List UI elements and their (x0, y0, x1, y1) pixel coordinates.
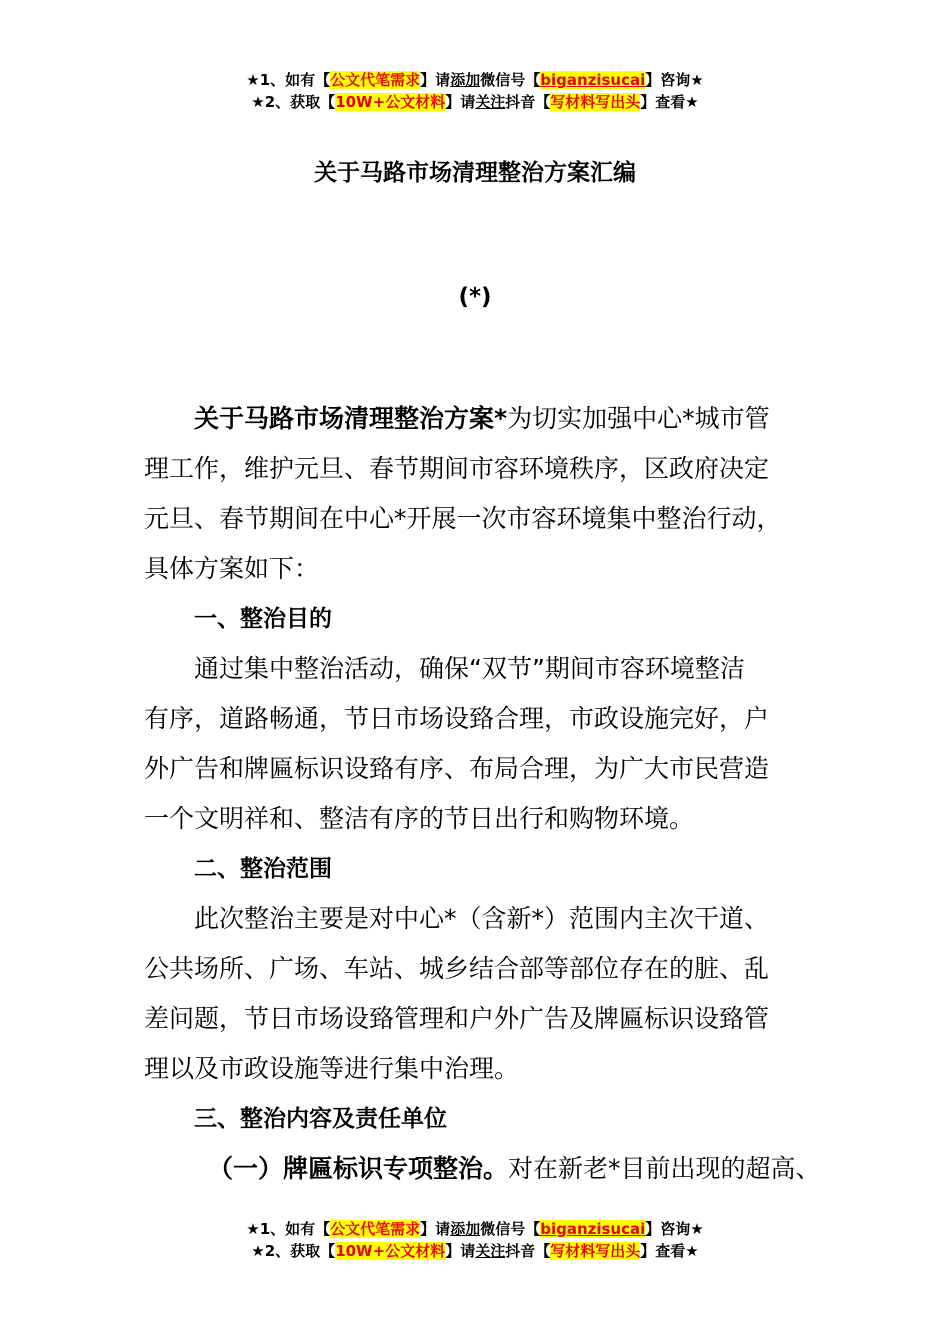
paragraph-line: 理以及市政设施等进行集中治理。 (144, 1054, 520, 1083)
banner-text: 】查看★ (640, 1242, 699, 1260)
banner-text: 】咨询★ (645, 71, 704, 89)
section-1-paragraph (144, 644, 816, 844)
subsection-heading: （一）牌匾标识专项整治。 (208, 1154, 509, 1183)
document-body (144, 394, 821, 1194)
bottom-banner (0, 1218, 950, 1262)
banner-emphasis: 关注 (475, 1242, 506, 1260)
banner-line-2 (0, 1240, 950, 1262)
intro-line: 理工作，维护元旦、春节期间市容环境秩序，区政府决定 (144, 454, 770, 483)
highlight-service: 公文代笔需求 (330, 1220, 421, 1238)
paragraph-line: 差问题，节日市场设臵管理和户外广告及牌匾标识设臵管 (144, 1004, 770, 1033)
subsection-1 (144, 1144, 821, 1194)
highlight-materials: 10W+公文材料 (335, 93, 446, 111)
banner-text: 】请 (445, 1242, 476, 1260)
banner-text: ★1、如有【 (246, 1220, 331, 1238)
paragraph-line: 外广告和牌匾标识设臵有序、布局合理，为广大市民营造 (144, 754, 770, 783)
section-heading-3: 三、整治内容及责任单位 (194, 1106, 447, 1132)
banner-text: 抖音【 (505, 93, 551, 111)
banner-text: 】请 (445, 93, 476, 111)
banner-emphasis: 关注 (475, 93, 506, 111)
banner-emphasis: 添加 (450, 1220, 481, 1238)
banner-text: 】请 (420, 1220, 451, 1238)
banner-line-2 (0, 91, 950, 113)
banner-text: ★1、如有【 (246, 71, 331, 89)
section-heading-2: 二、整治范围 (194, 856, 332, 882)
intro-line: 元旦、春节期间在中心*开展一次市容环境集中整治行动， (144, 504, 782, 533)
banner-text: 微信号【 (480, 71, 541, 89)
highlight-douyin: 写材料写出头 (550, 93, 641, 111)
top-banner (0, 69, 950, 113)
banner-text: 】查看★ (640, 93, 699, 111)
highlight-service: 公文代笔需求 (330, 71, 421, 89)
banner-text: ★2、获取【 (251, 93, 336, 111)
subsection-text: 对在新老*目前出现的超高、 (508, 1154, 821, 1183)
intro-line: 为切实加强中心*城市管 (507, 404, 770, 433)
document-title: 关于马路市场清理整治方案汇编 (314, 160, 636, 186)
wechat-id-link[interactable]: biganzisucai (540, 1220, 646, 1238)
wechat-id-link[interactable]: biganzisucai (540, 71, 646, 89)
intro-lead: 关于马路市场清理整治方案* (194, 404, 508, 433)
section-2-paragraph (144, 894, 816, 1094)
banner-text: 微信号【 (480, 1220, 541, 1238)
banner-text: ★2、获取【 (251, 1242, 336, 1260)
intro-paragraph (144, 394, 816, 594)
paragraph-line: 此次整治主要是对中心*（含新*）范围内主次干道、 (194, 904, 770, 933)
paragraph-line: 公共场所、广场、车站、城乡结合部等部位存在的脏、乱 (144, 954, 770, 983)
paragraph-line: 有序，道路畅通，节日市场设臵合理，市政设施完好，户 (144, 704, 770, 733)
banner-text: 抖音【 (505, 1242, 551, 1260)
banner-text: 】请 (420, 71, 451, 89)
banner-text: 】咨询★ (645, 1220, 704, 1238)
paragraph-line: 通过集中整治活动，确保“双节”期间市容环境整洁 (194, 654, 745, 683)
highlight-douyin: 写材料写出头 (550, 1242, 641, 1260)
intro-line: 具体方案如下： (144, 554, 320, 583)
document-subtitle: (*) (458, 284, 492, 310)
section-heading-1: 一、整治目的 (194, 606, 332, 632)
banner-emphasis: 添加 (450, 71, 481, 89)
paragraph-line: 一个文明祥和、整洁有序的节日出行和购物环境。 (144, 804, 695, 833)
banner-line-1 (0, 69, 950, 91)
banner-line-1 (0, 1218, 950, 1240)
highlight-materials: 10W+公文材料 (335, 1242, 446, 1260)
